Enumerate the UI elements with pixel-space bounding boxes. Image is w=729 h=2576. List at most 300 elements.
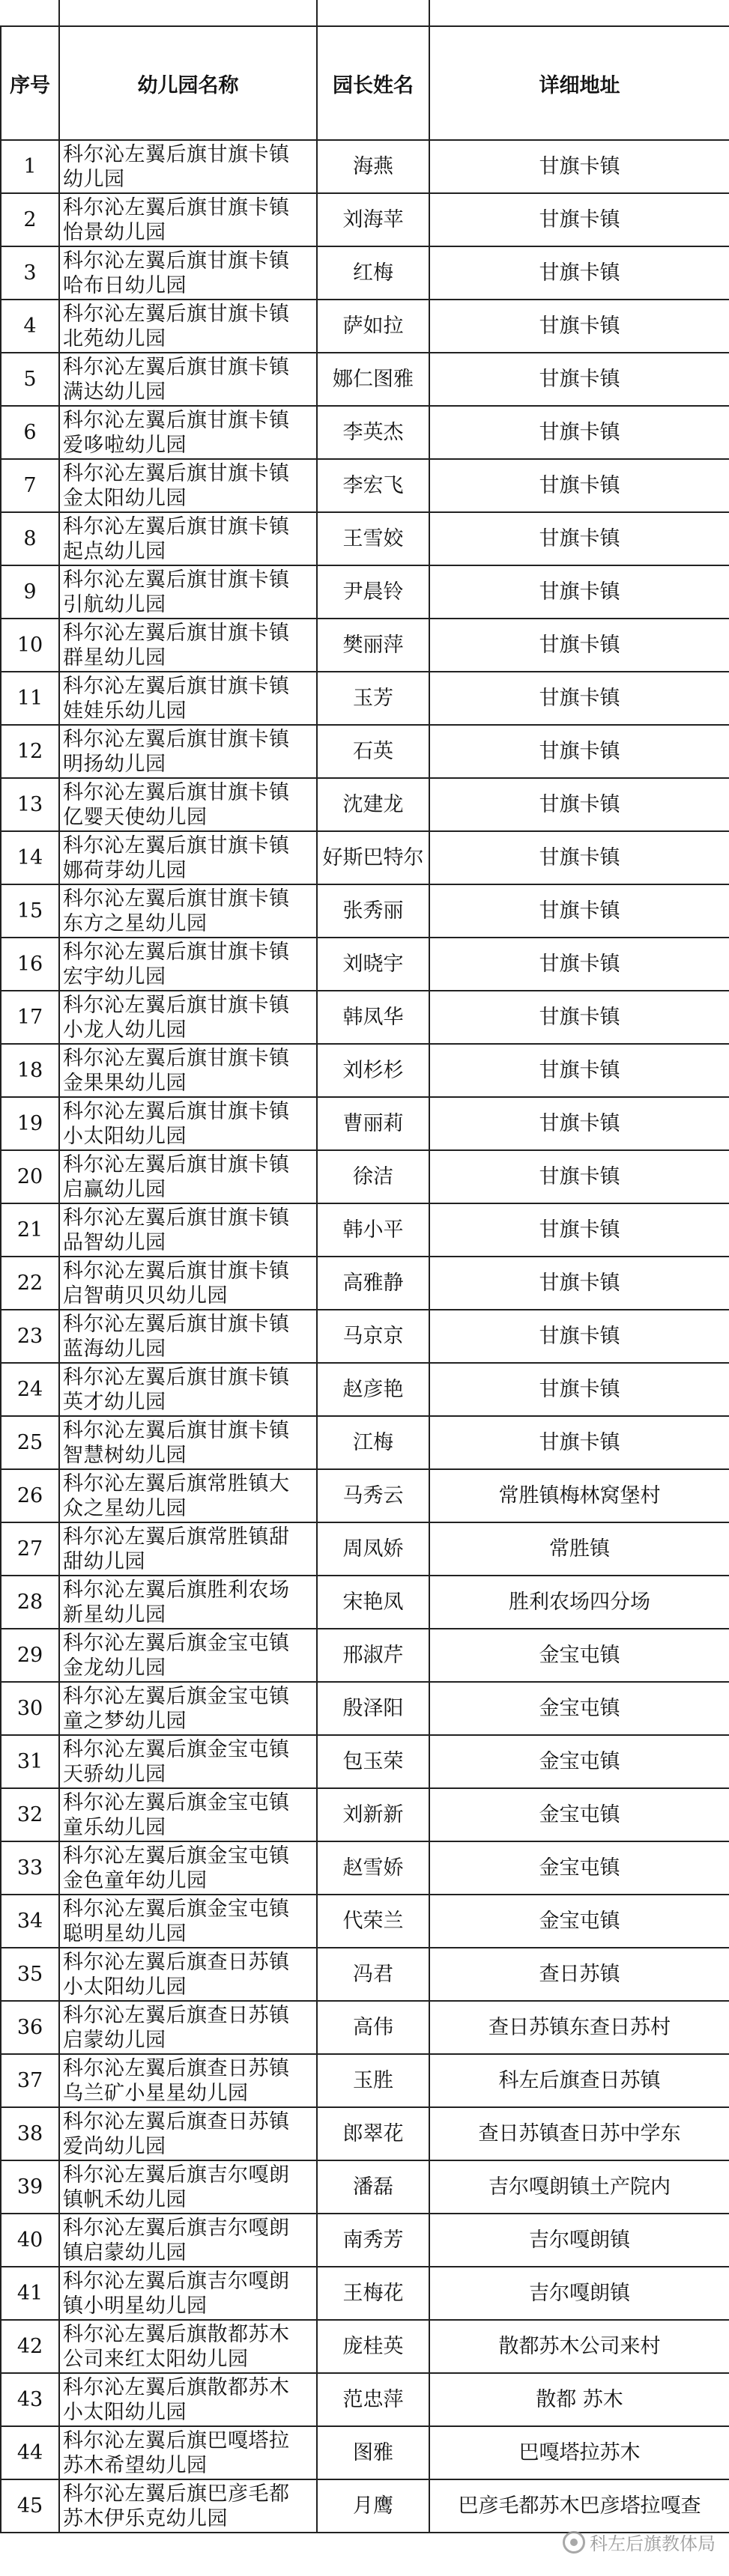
table-body (1, 140, 729, 2533)
cell-no: 44 (1, 2426, 59, 2479)
cell-address: 查日苏镇 (429, 1948, 729, 2001)
cell-principal: 包玉荣 (317, 1735, 429, 1788)
cell-address: 甘旗卡镇 (429, 991, 729, 1044)
cell-address: 甘旗卡镇 (429, 1203, 729, 1257)
cell-kindergarten-name (59, 2426, 317, 2479)
cell-address: 甘旗卡镇 (429, 193, 729, 246)
table-row (1, 1629, 729, 1682)
table-row (1, 1257, 729, 1310)
cell-no: 4 (1, 300, 59, 353)
cell-address: 甘旗卡镇 (429, 406, 729, 459)
name-line-2: 北苑幼儿园 (63, 326, 166, 350)
name-line-1: 科尔沁左翼后旗甘旗卡镇 (63, 568, 290, 592)
cell-address: 查日苏镇东查日苏村 (429, 2001, 729, 2054)
name-line-2: 苏木希望幼儿园 (63, 2453, 208, 2477)
cell-kindergarten-name (59, 406, 317, 459)
cell-address: 甘旗卡镇 (429, 300, 729, 353)
cell-principal: 玉胜 (317, 2054, 429, 2107)
name-line-2: 娃娃乐幼儿园 (63, 699, 187, 723)
table-row (1, 1576, 729, 1629)
table-row (1, 1363, 729, 1416)
cell-no: 13 (1, 778, 59, 831)
name-line-1: 科尔沁左翼后旗吉尔嘎朗 (63, 2216, 290, 2240)
name-line-1: 科尔沁左翼后旗甘旗卡镇 (63, 940, 290, 964)
cell-address: 金宝屯镇 (429, 1895, 729, 1948)
cell-no: 3 (1, 246, 59, 300)
cell-address: 金宝屯镇 (429, 1735, 729, 1788)
cell-address: 常胜镇 (429, 1522, 729, 1576)
cell-kindergarten-name (59, 991, 317, 1044)
cell-principal: 徐洁 (317, 1150, 429, 1203)
table-row (1, 1097, 729, 1150)
cell-address: 科左后旗查日苏镇 (429, 2054, 729, 2107)
table-row (1, 1310, 729, 1363)
table-row (1, 2479, 729, 2533)
cell-kindergarten-name (59, 1203, 317, 1257)
cell-kindergarten-name (59, 512, 317, 565)
table-row (1, 2001, 729, 2054)
name-line-2: 甜幼儿园 (63, 1549, 145, 1573)
cell-kindergarten-name (59, 672, 317, 725)
cell-kindergarten-name (59, 1841, 317, 1895)
name-line-1: 科尔沁左翼后旗甘旗卡镇 (63, 1152, 290, 1176)
table-row (1, 1416, 729, 1469)
cell-principal: 邢淑芹 (317, 1629, 429, 1682)
cell-principal: 周凤娇 (317, 1522, 429, 1576)
cell-address: 甘旗卡镇 (429, 778, 729, 831)
name-line-1: 科尔沁左翼后旗甘旗卡镇 (63, 408, 290, 432)
table-row (1, 884, 729, 938)
name-line-2: 启赢幼儿园 (63, 1177, 166, 1201)
watermark-text: 科左后旗教体局 (590, 2533, 716, 2554)
table-row (1, 991, 729, 1044)
cell-kindergarten-name (59, 1576, 317, 1629)
name-line-2: 小太阳幼儿园 (63, 2400, 187, 2424)
table-row (1, 565, 729, 619)
table-row (1, 1469, 729, 1522)
cell-no: 39 (1, 2160, 59, 2214)
cell-address: 查日苏镇查日苏中学东 (429, 2107, 729, 2160)
cell-principal: 刘杉杉 (317, 1044, 429, 1097)
name-line-1: 科尔沁左翼后旗甘旗卡镇 (63, 1418, 290, 1442)
cell-kindergarten-name (59, 2373, 317, 2426)
name-line-2: 金果果幼儿园 (63, 1071, 187, 1095)
header-address: 详细地址 (429, 26, 729, 140)
table-row (1, 2054, 729, 2107)
table-row (1, 2320, 729, 2373)
table-row (1, 1044, 729, 1097)
table-row (1, 246, 729, 300)
name-line-2: 苏木伊乐克幼儿园 (63, 2506, 228, 2530)
table-row (1, 2107, 729, 2160)
cell-principal: 李英杰 (317, 406, 429, 459)
name-line-2: 明扬幼儿园 (63, 752, 166, 776)
name-line-1: 科尔沁左翼后旗甘旗卡镇 (63, 1099, 290, 1123)
name-line-2: 天骄幼儿园 (63, 1762, 166, 1786)
name-line-2: 镇启蒙幼儿园 (63, 2241, 187, 2264)
cell-principal: 马秀云 (317, 1469, 429, 1522)
cell-kindergarten-name (59, 1363, 317, 1416)
cell-no: 27 (1, 1522, 59, 1576)
name-line-1: 科尔沁左翼后旗散都苏木 (63, 2322, 290, 2346)
cell-address: 甘旗卡镇 (429, 1150, 729, 1203)
cell-address: 甘旗卡镇 (429, 353, 729, 406)
cell-kindergarten-name (59, 884, 317, 938)
cell-kindergarten-name (59, 2054, 317, 2107)
cell-address: 胜利农场四分场 (429, 1576, 729, 1629)
cell-kindergarten-name (59, 1682, 317, 1735)
table-row (1, 353, 729, 406)
cell-principal: 马京京 (317, 1310, 429, 1363)
cell-address: 金宝屯镇 (429, 1841, 729, 1895)
cell-no: 19 (1, 1097, 59, 1150)
name-line-1: 科尔沁左翼后旗巴彦毛都 (63, 2482, 290, 2506)
cell-address: 散都 苏木 (429, 2373, 729, 2426)
name-line-1: 科尔沁左翼后旗甘旗卡镇 (63, 727, 290, 751)
cell-no: 24 (1, 1363, 59, 1416)
name-line-2: 满达幼儿园 (63, 380, 166, 404)
cell-no: 23 (1, 1310, 59, 1363)
cell-principal: 张秀丽 (317, 884, 429, 938)
cell-address: 吉尔嘎朗镇 (429, 2267, 729, 2320)
cell-no: 8 (1, 512, 59, 565)
cell-principal: 红梅 (317, 246, 429, 300)
name-line-1: 科尔沁左翼后旗金宝屯镇 (63, 1684, 290, 1708)
name-line-1: 科尔沁左翼后旗甘旗卡镇 (63, 249, 290, 273)
cell-no: 31 (1, 1735, 59, 1788)
cell-kindergarten-name (59, 1150, 317, 1203)
cell-kindergarten-name (59, 140, 317, 193)
name-line-1: 科尔沁左翼后旗散都苏木 (63, 2375, 290, 2399)
table-row (1, 300, 729, 353)
cell-principal: 范忠萍 (317, 2373, 429, 2426)
table-row (1, 619, 729, 672)
cell-address: 甘旗卡镇 (429, 1310, 729, 1363)
cell-kindergarten-name (59, 1044, 317, 1097)
name-line-2: 聪明星幼儿园 (63, 1922, 187, 1945)
cell-kindergarten-name (59, 1788, 317, 1841)
name-line-2: 新星幼儿园 (63, 1603, 166, 1626)
name-line-2: 怡景幼儿园 (63, 220, 166, 244)
cell-address: 散都苏木公司来村 (429, 2320, 729, 2373)
cell-principal: 赵彦艳 (317, 1363, 429, 1416)
cell-no: 36 (1, 2001, 59, 2054)
cell-address: 甘旗卡镇 (429, 1044, 729, 1097)
cell-principal: 王梅花 (317, 2267, 429, 2320)
cell-no: 6 (1, 406, 59, 459)
table-row (1, 672, 729, 725)
name-line-2: 童之梦幼儿园 (63, 1709, 187, 1733)
name-line-1: 科尔沁左翼后旗甘旗卡镇 (63, 833, 290, 857)
name-line-1: 科尔沁左翼后旗金宝屯镇 (63, 1897, 290, 1921)
table-row (1, 778, 729, 831)
cell-address: 甘旗卡镇 (429, 512, 729, 565)
table-row (1, 2160, 729, 2214)
name-line-2: 品智幼儿园 (63, 1230, 166, 1254)
cell-principal: 曹丽莉 (317, 1097, 429, 1150)
name-line-2: 镇小明星幼儿园 (63, 2294, 208, 2318)
name-line-1: 科尔沁左翼后旗查日苏镇 (63, 2056, 290, 2080)
name-line-1: 科尔沁左翼后旗金宝屯镇 (63, 1790, 290, 1814)
cell-address: 甘旗卡镇 (429, 831, 729, 884)
name-line-1: 科尔沁左翼后旗巴嘎塔拉 (63, 2428, 290, 2452)
cell-principal: 玉芳 (317, 672, 429, 725)
name-line-2: 乌兰矿小星星幼儿园 (63, 2081, 249, 2105)
cell-kindergarten-name (59, 2479, 317, 2533)
name-line-2: 智慧树幼儿园 (63, 1443, 187, 1467)
table-row (1, 1895, 729, 1948)
cell-no: 20 (1, 1150, 59, 1203)
cell-address: 甘旗卡镇 (429, 1097, 729, 1150)
name-line-2: 东方之星幼儿园 (63, 911, 208, 935)
name-line-2: 启蒙幼儿园 (63, 2028, 166, 2052)
cell-principal: 刘海苹 (317, 193, 429, 246)
cell-kindergarten-name (59, 2107, 317, 2160)
cell-no: 40 (1, 2214, 59, 2267)
cell-kindergarten-name (59, 1257, 317, 1310)
cell-kindergarten-name (59, 1416, 317, 1469)
cell-address: 吉尔嘎朗镇土产院内 (429, 2160, 729, 2214)
name-line-2: 小太阳幼儿园 (63, 1975, 187, 1999)
kindergarten-table (0, 25, 729, 2533)
name-line-2: 宏宇幼儿园 (63, 965, 166, 988)
name-line-2: 小太阳幼儿园 (63, 1124, 187, 1148)
cell-kindergarten-name (59, 1895, 317, 1948)
table-row (1, 2267, 729, 2320)
cell-address: 甘旗卡镇 (429, 938, 729, 991)
cell-principal: 好斯巴特尔 (317, 831, 429, 884)
cell-principal: 庞桂英 (317, 2320, 429, 2373)
cell-principal: 代荣兰 (317, 1895, 429, 1948)
cell-no: 10 (1, 619, 59, 672)
cell-no: 18 (1, 1044, 59, 1097)
cell-kindergarten-name (59, 2001, 317, 2054)
name-line-1: 科尔沁左翼后旗甘旗卡镇 (63, 514, 290, 538)
table-row (1, 459, 729, 512)
cell-principal: 韩凤华 (317, 991, 429, 1044)
name-line-2: 爱哆啦幼儿园 (63, 433, 187, 457)
cell-address: 甘旗卡镇 (429, 1257, 729, 1310)
cell-principal: 韩小平 (317, 1203, 429, 1257)
watermark (563, 2529, 716, 2555)
cell-no: 38 (1, 2107, 59, 2160)
cell-no: 45 (1, 2479, 59, 2533)
cell-address: 甘旗卡镇 (429, 619, 729, 672)
cell-kindergarten-name (59, 938, 317, 991)
cell-no: 26 (1, 1469, 59, 1522)
name-line-2: 金龙幼儿园 (63, 1656, 166, 1680)
cell-address: 巴彦毛都苏木巴彦塔拉嘎查 (429, 2479, 729, 2533)
cell-no: 2 (1, 193, 59, 246)
header-name: 幼儿园名称 (59, 26, 317, 140)
cell-no: 28 (1, 1576, 59, 1629)
cell-kindergarten-name (59, 1469, 317, 1522)
table-row (1, 1682, 729, 1735)
cell-kindergarten-name (59, 619, 317, 672)
cell-principal: 石英 (317, 725, 429, 778)
table-row (1, 831, 729, 884)
name-line-1: 科尔沁左翼后旗金宝屯镇 (63, 1631, 290, 1655)
name-line-1: 科尔沁左翼后旗甘旗卡镇 (63, 1312, 290, 1336)
cell-principal: 刘新新 (317, 1788, 429, 1841)
name-line-1: 科尔沁左翼后旗金宝屯镇 (63, 1844, 290, 1868)
table-row (1, 725, 729, 778)
name-line-2: 哈布日幼儿园 (63, 273, 187, 297)
name-line-1: 科尔沁左翼后旗甘旗卡镇 (63, 621, 290, 645)
cell-principal: 冯君 (317, 1948, 429, 2001)
cell-address: 吉尔嘎朗镇 (429, 2214, 729, 2267)
table-row (1, 1948, 729, 2001)
cell-kindergarten-name (59, 565, 317, 619)
cell-no: 37 (1, 2054, 59, 2107)
name-line-1: 科尔沁左翼后旗甘旗卡镇 (63, 993, 290, 1017)
name-line-1: 科尔沁左翼后旗吉尔嘎朗 (63, 2269, 290, 2293)
cell-no: 30 (1, 1682, 59, 1735)
cell-principal: 王雪姣 (317, 512, 429, 565)
name-line-2: 众之星幼儿园 (63, 1496, 187, 1520)
cell-address: 甘旗卡镇 (429, 140, 729, 193)
name-line-2: 镇帆禾幼儿园 (63, 2187, 187, 2211)
name-line-2: 起点幼儿园 (63, 539, 166, 563)
name-line-1: 科尔沁左翼后旗甘旗卡镇 (63, 780, 290, 804)
cell-kindergarten-name (59, 193, 317, 246)
cell-no: 32 (1, 1788, 59, 1841)
cell-kindergarten-name (59, 246, 317, 300)
cell-principal: 南秀芳 (317, 2214, 429, 2267)
cell-address: 金宝屯镇 (429, 1629, 729, 1682)
top-blank-strip (0, 0, 729, 27)
cell-kindergarten-name (59, 1097, 317, 1150)
cell-kindergarten-name (59, 300, 317, 353)
cell-principal: 宋艳凤 (317, 1576, 429, 1629)
name-line-1: 科尔沁左翼后旗甘旗卡镇 (63, 1365, 290, 1389)
strip-cell (58, 0, 318, 25)
name-line-1: 科尔沁左翼后旗查日苏镇 (63, 1950, 290, 1974)
cell-principal: 赵雪娇 (317, 1841, 429, 1895)
name-line-1: 科尔沁左翼后旗甘旗卡镇 (63, 1046, 290, 1070)
cell-no: 43 (1, 2373, 59, 2426)
name-line-2: 引航幼儿园 (63, 592, 166, 616)
cell-principal: 图雅 (317, 2426, 429, 2479)
cell-no: 5 (1, 353, 59, 406)
table-row (1, 2426, 729, 2479)
header-principal: 园长姓名 (317, 26, 429, 140)
cell-principal: 萨如拉 (317, 300, 429, 353)
name-line-1: 科尔沁左翼后旗胜利农场 (63, 1578, 290, 1602)
cell-principal: 沈建龙 (317, 778, 429, 831)
name-line-1: 科尔沁左翼后旗吉尔嘎朗 (63, 2163, 290, 2187)
cell-address: 常胜镇梅林窝堡村 (429, 1469, 729, 1522)
cell-kindergarten-name (59, 831, 317, 884)
cell-principal: 月鹰 (317, 2479, 429, 2533)
name-line-1: 科尔沁左翼后旗甘旗卡镇 (63, 355, 290, 379)
table-row (1, 1522, 729, 1576)
cell-principal: 殷泽阳 (317, 1682, 429, 1735)
cell-address: 甘旗卡镇 (429, 725, 729, 778)
cell-kindergarten-name (59, 1629, 317, 1682)
cell-no: 9 (1, 565, 59, 619)
cell-address: 甘旗卡镇 (429, 1363, 729, 1416)
cell-no: 1 (1, 140, 59, 193)
cell-principal: 尹晨铃 (317, 565, 429, 619)
header-no: 序号 (1, 26, 59, 140)
cell-no: 16 (1, 938, 59, 991)
cell-address: 甘旗卡镇 (429, 459, 729, 512)
cell-no: 34 (1, 1895, 59, 1948)
table-row (1, 1788, 729, 1841)
cell-no: 35 (1, 1948, 59, 2001)
name-line-2: 金色童年幼儿园 (63, 1868, 208, 1892)
table-row (1, 1735, 729, 1788)
cell-principal: 江梅 (317, 1416, 429, 1469)
cell-principal: 高伟 (317, 2001, 429, 2054)
cell-address: 甘旗卡镇 (429, 884, 729, 938)
wechat-logo-icon (563, 2531, 585, 2554)
cell-no: 22 (1, 1257, 59, 1310)
name-line-1: 科尔沁左翼后旗甘旗卡镇 (63, 1206, 290, 1230)
name-line-2: 蓝海幼儿园 (63, 1337, 166, 1361)
cell-kindergarten-name (59, 2320, 317, 2373)
header-row (1, 26, 729, 140)
cell-no: 42 (1, 2320, 59, 2373)
cell-no: 25 (1, 1416, 59, 1469)
table-row (1, 512, 729, 565)
cell-principal: 郎翠花 (317, 2107, 429, 2160)
name-line-1: 科尔沁左翼后旗甘旗卡镇 (63, 142, 290, 166)
table-row (1, 193, 729, 246)
cell-principal: 娜仁图雅 (317, 353, 429, 406)
table-row (1, 2373, 729, 2426)
cell-principal: 海燕 (317, 140, 429, 193)
cell-address: 巴嘎塔拉苏木 (429, 2426, 729, 2479)
cell-principal: 樊丽萍 (317, 619, 429, 672)
name-line-1: 科尔沁左翼后旗常胜镇甜 (63, 1525, 290, 1549)
table-row (1, 406, 729, 459)
cell-kindergarten-name (59, 1948, 317, 2001)
name-line-1: 科尔沁左翼后旗甘旗卡镇 (63, 195, 290, 219)
cell-no: 29 (1, 1629, 59, 1682)
name-line-1: 科尔沁左翼后旗金宝屯镇 (63, 1737, 290, 1761)
name-line-1: 科尔沁左翼后旗甘旗卡镇 (63, 1259, 290, 1283)
cell-no: 11 (1, 672, 59, 725)
name-line-1: 科尔沁左翼后旗甘旗卡镇 (63, 887, 290, 911)
name-line-2: 英才幼儿园 (63, 1390, 166, 1414)
cell-no: 33 (1, 1841, 59, 1895)
cell-kindergarten-name (59, 1735, 317, 1788)
name-line-1: 科尔沁左翼后旗甘旗卡镇 (63, 674, 290, 698)
cell-address: 甘旗卡镇 (429, 246, 729, 300)
cell-kindergarten-name (59, 353, 317, 406)
table-row (1, 1150, 729, 1203)
cell-no: 12 (1, 725, 59, 778)
cell-kindergarten-name (59, 1310, 317, 1363)
name-line-2: 群星幼儿园 (63, 645, 166, 669)
table-row (1, 938, 729, 991)
cell-address: 金宝屯镇 (429, 1682, 729, 1735)
cell-principal: 潘磊 (317, 2160, 429, 2214)
cell-no: 7 (1, 459, 59, 512)
cell-no: 21 (1, 1203, 59, 1257)
name-line-2: 公司来红太阳幼儿园 (63, 2347, 249, 2371)
name-line-2: 娜荷芽幼儿园 (63, 858, 187, 882)
cell-no: 41 (1, 2267, 59, 2320)
name-line-1: 科尔沁左翼后旗查日苏镇 (63, 2003, 290, 2027)
table-row (1, 1203, 729, 1257)
cell-address: 甘旗卡镇 (429, 1416, 729, 1469)
name-line-2: 幼儿园 (63, 167, 125, 191)
name-line-2: 亿婴天使幼儿园 (63, 805, 208, 829)
name-line-2: 小龙人幼儿园 (63, 1018, 187, 1042)
